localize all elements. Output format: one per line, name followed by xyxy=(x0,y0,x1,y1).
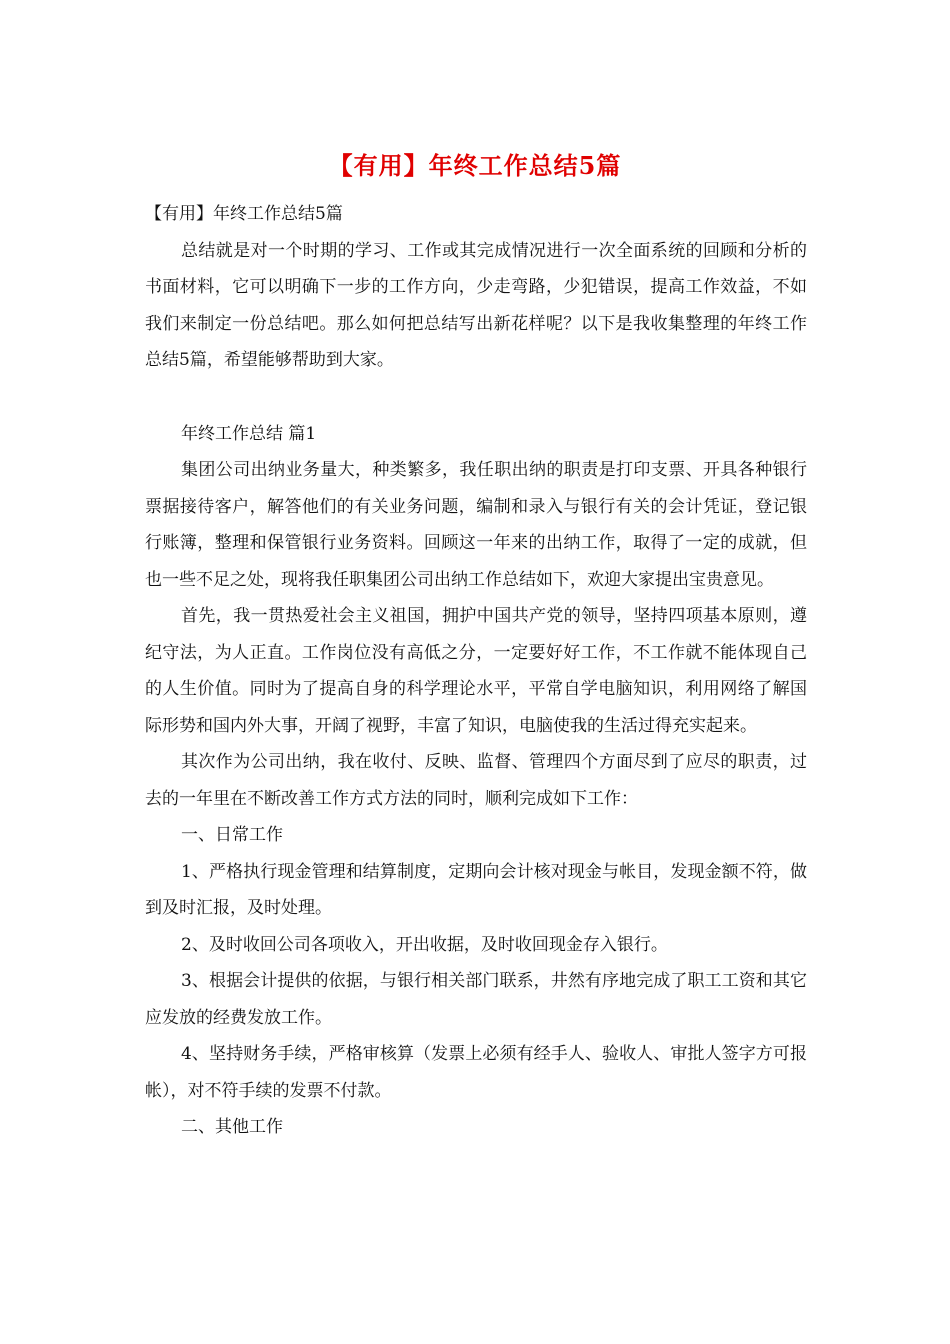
subheading-other-work: 二、其他工作 xyxy=(181,1117,283,1137)
document-title: 【有用】年终工作总结5篇 xyxy=(328,151,622,180)
list-item-1: 1、严格执行现金管理和结算制度，定期向会计核对现金与帐目，发现金额不符，做到及时汇报，及时处理。 xyxy=(145,861,807,918)
document-subtitle: 【有用】年终工作总结5篇 xyxy=(145,204,343,224)
paragraph-gap xyxy=(145,379,807,416)
body-paragraph-2: 首先，我一贯热爱社会主义祖国，拥护中国共产党的领导，坚持四项基本原则，遵纪守法，为人正直。工作岗位没有高低之分，一定要好好工作，不工作就不能体现自己的人生价值。同时为了提高自身的科学理论水平，平常自学电脑知识，利用网络了解国际形势和国内外大事，开阔了视野，丰富了知识，电脑使我的生活过得充实起来。 xyxy=(145,606,807,736)
list-item-2: 2、及时收回公司各项收入，开出收据，及时收回现金存入银行。 xyxy=(181,934,668,955)
document-body xyxy=(145,196,807,1146)
section-heading: 年终工作总结 篇1 xyxy=(181,423,317,444)
list-item-3: 3、根据会计提供的依据，与银行相关部门联系，井然有序地完成了职工工资和其它应发放的经费发放工作。 xyxy=(145,971,807,1028)
subheading-daily-work: 一、日常工作 xyxy=(181,825,283,845)
intro-paragraph: 总结就是对一个时期的学习、工作或其完成情况进行一次全面系统的回顾和分析的书面材料，它可以明确下一步的工作方向，少走弯路，少犯错误，提高工作效益，不如我们来制定一份总结吧。那么如何把总结写出新花样呢？以下是我收集整理的年终工作总结5篇，希望能够帮助到大家。 xyxy=(145,240,807,370)
body-paragraph-1: 集团公司出纳业务量大，种类繁多，我任职出纳的职责是打印支票、开具各种银行票据接待客户，解答他们的有关业务问题，编制和录入与银行有关的会计凭证，登记银行账簿，整理和保管银行业务资料。回顾这一年来的出纳工作，取得了一定的成就，但也一些不足之处，现将我任职集团公司出纳工作总结如下，欢迎大家提出宝贵意见。 xyxy=(145,460,807,590)
list-item-4: 4、坚持财务手续，严格审核算（发票上必须有经手人、验收人、审批人签字方可报帐），对不符手续的发票不付款。 xyxy=(145,1044,807,1101)
body-paragraph-3: 其次作为公司出纳，我在收付、反映、监督、管理四个方面尽到了应尽的职责，过去的一年里在不断改善工作方式方法的同时，顺利完成如下工作： xyxy=(145,752,807,809)
